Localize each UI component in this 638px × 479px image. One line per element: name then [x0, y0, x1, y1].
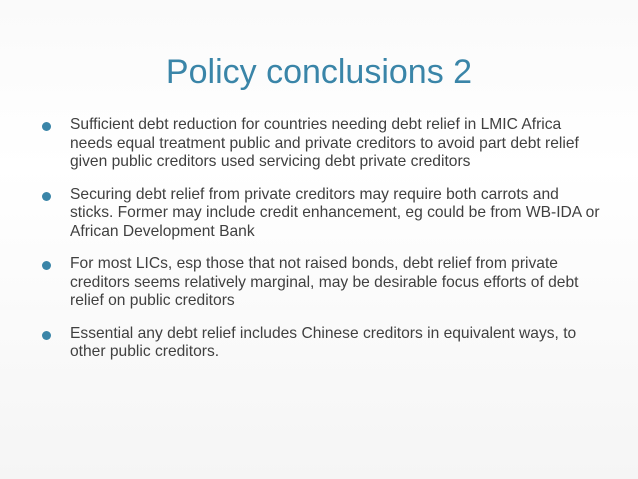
bullet-dot-icon [42, 192, 51, 201]
bullet-item [42, 325, 602, 362]
bullet-text: Sufficient debt reduction for countries needing debt relief in LMIC Africa needs equal treatment public and private creditors to avoid part debt relief given public creditors used servicing debt private creditors [70, 116, 579, 170]
bullet-dot-icon [42, 122, 51, 131]
bullet-dot-icon [42, 331, 51, 340]
bullet-dot-icon [42, 261, 51, 270]
bullet-text: For most LICs, esp those that not raised bonds, debt relief from private creditors seems relatively marginal, may be desirable focus efforts of debt relief on public creditors [70, 255, 579, 309]
bullet-text: Essential any debt relief includes Chinese creditors in equivalent ways, to other public creditors. [70, 324, 577, 360]
bullet-item [42, 255, 602, 311]
bullet-list [42, 116, 602, 376]
bullet-item [42, 186, 602, 242]
slide-title: Policy conclusions 2 [165, 53, 473, 91]
bullet-item [42, 116, 602, 172]
bullet-text: Securing debt relief from private creditors may require both carrots and sticks. Former may include credit enhancement, eg could be from WB-IDA or African Development Bank [70, 185, 600, 240]
